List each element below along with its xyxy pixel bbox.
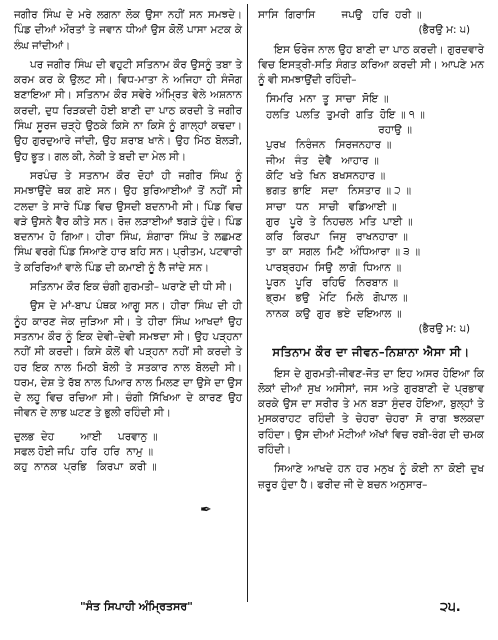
verse-line: ਪੂਰਨ ਪੂਰਿ ਰਹਿਓ ਨਿਰਬਾਨ ॥ [266, 277, 398, 290]
left-column [14, 8, 242, 476]
top-verse-reference: (ਭੈਰਉ ਮ: ੫) [418, 24, 470, 37]
verse-line: ਪਾਰਬ੍ਰਹਮ ਸਿਉ ਲਾਗੋ ਧਿਆਨ ॥ [266, 261, 402, 274]
verse-line: ਸਫਲ ਹੋਈ ਜਪਿ ਹਰਿ ਹਰਿ ਨਾਮੁ ॥ [14, 446, 153, 459]
verse-line: ਹਲਤਿ ਪਲਤਿ ਤੁਮਰੀ ਗਤਿ ਹੋਇ ॥ ੧ ॥ [266, 108, 425, 121]
verse-line: ਗੁਰ ਪੂਰੇ ਤੇ ਨਿਹਚਲ ਮਤਿ ਪਾਈ ॥ [266, 215, 413, 228]
right-verse [266, 92, 484, 321]
verse-line: ਸਾਚਾ ਧਨ ਸਾਚੀ ਵਡਿਆਈ ॥ [266, 200, 397, 213]
column-divider [247, 4, 248, 602]
verse-line: ਪੁਰਖ ਨਿਰੰਜਨ ਸਿਰਜਨਹਾਰ ॥ [266, 139, 392, 152]
paragraph-1: ਜਗੀਰ ਸਿੰਘ ਦੇ ਮਰੇ ਲਗਨਾ ਲੋਕ ਉਸਾ ਨਹੀਂ ਸਨ ਸਮਝਦੇ। ਪਿੰਡ ਦੀਆਂ ਔਰਤਾਂ ਤੇ ਜਵਾਨ ਧੀਆਂ ਉਸ ਕੋਲੋਂ ਪਾਸਾ ਮਟਕ ਕੇ ਲੰਘ ਜਾਂਦੀਆਂ। [14, 9, 242, 52]
verse-line: ਨਾਨਕ ਕਉ ਗੁਰ ਭਏ ਦਇਆਲ ॥ [266, 307, 402, 320]
verse-line: ਭਗਤ ਭਾਇ ਸਦਾ ਨਿਸਤਾਰ ॥ ੨ ॥ [266, 185, 412, 198]
right-paragraph-last: ਸਿਆਣੇ ਆਖਦੇ ਹਨ ਹਰ ਮਨੁਖ ਨੂੰ ਕੋਈ ਨਾ ਕੋਈ ਦੁਖ ਜ਼ਰੂਰ ਹੁੰਦਾ ਹੈ। ਫਰੀਦ ਜੀ ਦੇ ਬਚਨ ਅਨੁਸਾਰ– [258, 463, 484, 491]
magazine-name: "ਸੰਤ ਸਿਪਾਹੀ ਅੰਮ੍ਰਿਤਸਰ" [80, 600, 193, 613]
verse-line: ਕੋਟਿ ਖਤੇ ਖਿਨ ਬਖਸਨਹਾਰ ॥ [266, 169, 386, 182]
paragraph-2: ਪਰ ਜਗੀਰ ਸਿੰਘ ਦੀ ਵਹੁਟੀ ਸਤਿਨਾਮ ਕੌਰ ਉਸਨੂੰ ਤਬਾ ਤੇ ਕਰਮ ਕਰ ਕੇ ਉਲਟ ਸੀ। ਵਿਧ-ਮਾਤਾ ਨੇ ਅਜਿਹਾ ਹੀ ਸੰਜੋਗ ਬਣਾਇਆ ਸੀ। ਸਤਿਨਾਮ ਕੌਰ ਸਵੇਰੇ ਅੰਮ੍ਰਿਤ ਵੇਲੇ ਅਸ਼ਨਾਨ ਕਰਦੀ, ਦੁਧ ਰਿੜਕਦੀ ਹੋਈ ਬਾਣੀ ਦਾ ਪਾਠ ਕਰਦੀ ਤੇ ਜਗੀਰ ਸਿੰਘ ਸੂਰਜ ਚੜ੍ਹੇ ਉਠਕੇ ਕਿਸੇ ਨਾ ਕਿਸੇ ਨੂੰ ਗਾਲ੍ਹਾਂ ਕਢਦਾ। ਉਹ ਗੁਰਦੁਆਰੇ ਜਾਂਦੀ, ਉਹ ਸ਼ਰਾਬ ਖਾਨੇ। ਉਹ ਮਿੱਠ ਬੋਲੜੀ, ਉਹ ਭੂਤ। ਗਲ ਕੀ, ਨੇਕੀ ਤੇ ਬਦੀ ਦਾ ਮੇਲ ਸੀ। [14, 58, 242, 163]
verse-reference: (ਭੈਰਉ ਮ: ੫) [418, 322, 470, 335]
top-verse-line: ਸਾਸਿ ਗਿਰਾਸਿ ਜਪਉ ਹਰਿ ਹਰੀ ॥ [258, 9, 422, 21]
right-paragraph-after: ਇਸ ਦੇ ਗੁਰਮਤੀ-ਜੀਵਣ-ਜੋਤ ਦਾ ਇਹ ਅਸਰ ਹੋਇਆ ਕਿ ਲੋਕਾਂ ਦੀਆਂ ਸੁਖ ਅਸੀਸਾਂ, ਜਸ ਅਤੇ ਗੁਰਬਾਣੀ ਦੇ ਪ੍ਰਭਾਵ ਕਰਕੇ ਉਸ ਦਾ ਸਰੀਰ ਤੇ ਮਨ ਬੜਾ ਸੁੰਦਰ ਹੋਇਆ, ਬੁਲ੍ਹਾਂ ਤੇ ਮੁਸਕਰਾਹਟ ਰਹਿੰਦੀ ਤੇ ਚੇਹਰਾ ਚੇਹਰਾ ਸੋ ਰਾਗ ਝਲਕਦਾ ਰਹਿੰਦਾ। ਉਸ ਦੀਆਂ ਮੋਟੀਆਂ ਅੱਖਾਂ ਵਿਚ ਰਬੀ-ਰੰਗ ਦੀ ਚਮਕ ਰਹਿੰਦੀ। [258, 367, 484, 457]
verse-line: ਦੁਲਭ ਦੇਹ ਆਈ ਪਰਵਾਨੁ ॥ [14, 430, 158, 443]
section-heading: ਸਤਿਨਾਮ ਕੌਰ ਦਾ ਜੀਵਨ–ਨਿਸ਼ਾਨਾ ਐਸਾ ਸੀ। [272, 345, 470, 360]
verse-line: ਕਹੁ ਨਾਨਕ ਪ੍ਰਭਿ ਕਿਰਪਾ ਕਰੀ ॥ [14, 461, 157, 474]
verse-line: ਕਰਿ ਕਿਰਪਾ ਜਿਸੁ ਰਾਖਨਹਾਰਾ ॥ [266, 231, 408, 244]
pen-mark-icon: ✒ [200, 502, 212, 518]
paragraph-4: ਸਤਿਨਾਮ ਕੌਰ ਇਕ ਚੰਗੀ ਗੁਰਮਤੀ– ਘਰਾਣੇ ਦੀ ਧੀ ਸੀ। [30, 281, 233, 294]
verse-line: ਜੀਅ ਜੰਤ ਦੇਵੈ ਆਹਾਰ ॥ [266, 154, 379, 167]
page-number: ੨੫. [440, 600, 461, 615]
left-verse [14, 430, 242, 476]
verse-line: ਭ੍ਰਮ ਭਉ ਮੇਟਿ ਮਿਲੇ ਗੋਪਾਲ ॥ [266, 292, 408, 305]
right-intro-paragraph: ਇਸ ਓਰੇਜ ਨਾਲ ਉਹ ਬਾਣੀ ਦਾ ਪਾਠ ਕਰਦੀ। ਗੁਰਦਵਾਰੇ ਵਿਚ ਇਸਤ੍ਰੀ-ਸਤਿ ਸੰਗਤ ਕਰਿਆ ਕਰਦੀ ਸੀ। ਆਪਣੇ ਮਨ ਨੂੰ ਵੀ ਸਮਝਾਉਂਦੀ ਰਹਿੰਦੀ– [258, 43, 484, 87]
paragraph-3: ਸਰਪੰਚ ਤੇ ਸਤਨਾਮ ਕੌਰ ਦੋਹਾਂ ਹੀ ਜਗੀਰ ਸਿੰਘ ਨੂੰ ਸਮਝਾਉਂਦੇ ਥਕ ਗਏ ਸਨ। ਉਹ ਬੁਰਿਆਈਆਂ ਤੋਂ ਨਹੀਂ ਸੀ ਟਲਦਾ ਤੇ ਸਾਰੇ ਪਿੰਡ ਵਿਚ ਉਸਦੀ ਬਦਨਾਮੀ ਸੀ। ਪਿੰਡ ਵਿਚ ਵੜੇ ਉਸਨੇ ਵੈਰ ਕੀਤੇ ਸਨ। ਰੋਜ਼ ਲੜਾਈਆਂ ਝਗੜੇ ਹੁੰਦੇ। ਪਿੰਡ ਬਦਨਾਮ ਹੋ ਗਿਆ। ਹੀਰਾ ਸਿੰਘ, ਸ਼ੰਗਾਰਾ ਸਿੰਘ ਤੇ ਲਛਮਣ ਸਿੰਘ ਵਰਗੇ ਪਿੰਡ ਸਿਆਣੇ ਹਾਰ ਬਹਿ ਸਨ। ਪ੍ਰੀਤਮ, ਪਟਵਾਰੀ ਤੇ ਕਰਿਰਿਆਂ ਵਾਲੇ ਪਿੰਡ ਦੀ ਕਮਾਈ ਨੂੰ ਲੈ ਜਾਂਦੇ ਸਨ। [14, 169, 242, 274]
paragraph-5: ਉਸ ਦੇ ਮਾਂ-ਬਾਪ ਪੰਥਕ ਆਗੂ ਸਨ। ਹੀਰਾ ਸਿੰਘ ਦੀ ਹੀ ਨੂੰਹ ਕਾਰਣ ਜੇਕ ਜੁੜਿਆ ਸੀ। ਤੇ ਹੀਰਾ ਸਿੰਘ ਆਖਦਾਂ ਉਹ ਸਤਨਾਮ ਕੌਰ ਨੂੰ ਇਕ ਦੇਵੀ–ਦੇਵੀ ਸਮਝਦਾ ਸੀ। ਉਹ ਪੜ੍ਹਨਾ ਨਹੀਂ ਸੀ ਕਰਦੀ। ਕਿਸੇ ਕੋਲੋਂ ਵੀ ਪੜ੍ਹਨਾ ਨਹੀਂ ਸੀ ਕਰਦੀ ਤੇ ਹਰ ਇਕ ਨਾਲ ਮਿਠੀ ਬੋਲੀ ਤੇ ਸਤਕਾਰ ਨਾਲ ਬੋਲਦੀ ਸੀ। ਧਰਮ, ਦੇਸ਼ ਤੇ ਰੱਬ ਨਾਲ ਪਿਆਰ ਨਾਲ ਮਿਲਣ ਦਾ ਉਸੇ ਦਾ ਉਸ ਦੇ ਲਹੂ ਵਿਚ ਰਚਿਆ ਸੀ। ਚੰਗੀ ਸਿੱਖਿਆ ਦੇ ਕਾਰਣ ਉਹ ਜੀਵਨ ਦੇ ਲਾਭ ਘਟਣ ਤੇ ਭੁਲੀ ਰਹਿੰਦੀ ਸੀ। [14, 300, 242, 420]
verse-line: ਰਹਾਉ ॥ [266, 124, 412, 137]
right-column [258, 8, 484, 497]
verse-line: ਤਾ ਕਾ ਸਗਲ ਮਿਟੈ ਅੰਧਿਆਰਾ ॥ ੩ ॥ [266, 246, 421, 259]
verse-line: ਸਿਮਰਿ ਮਨਾ ਤੂ ਸਾਚਾ ਸੋਇ ॥ [266, 93, 389, 106]
